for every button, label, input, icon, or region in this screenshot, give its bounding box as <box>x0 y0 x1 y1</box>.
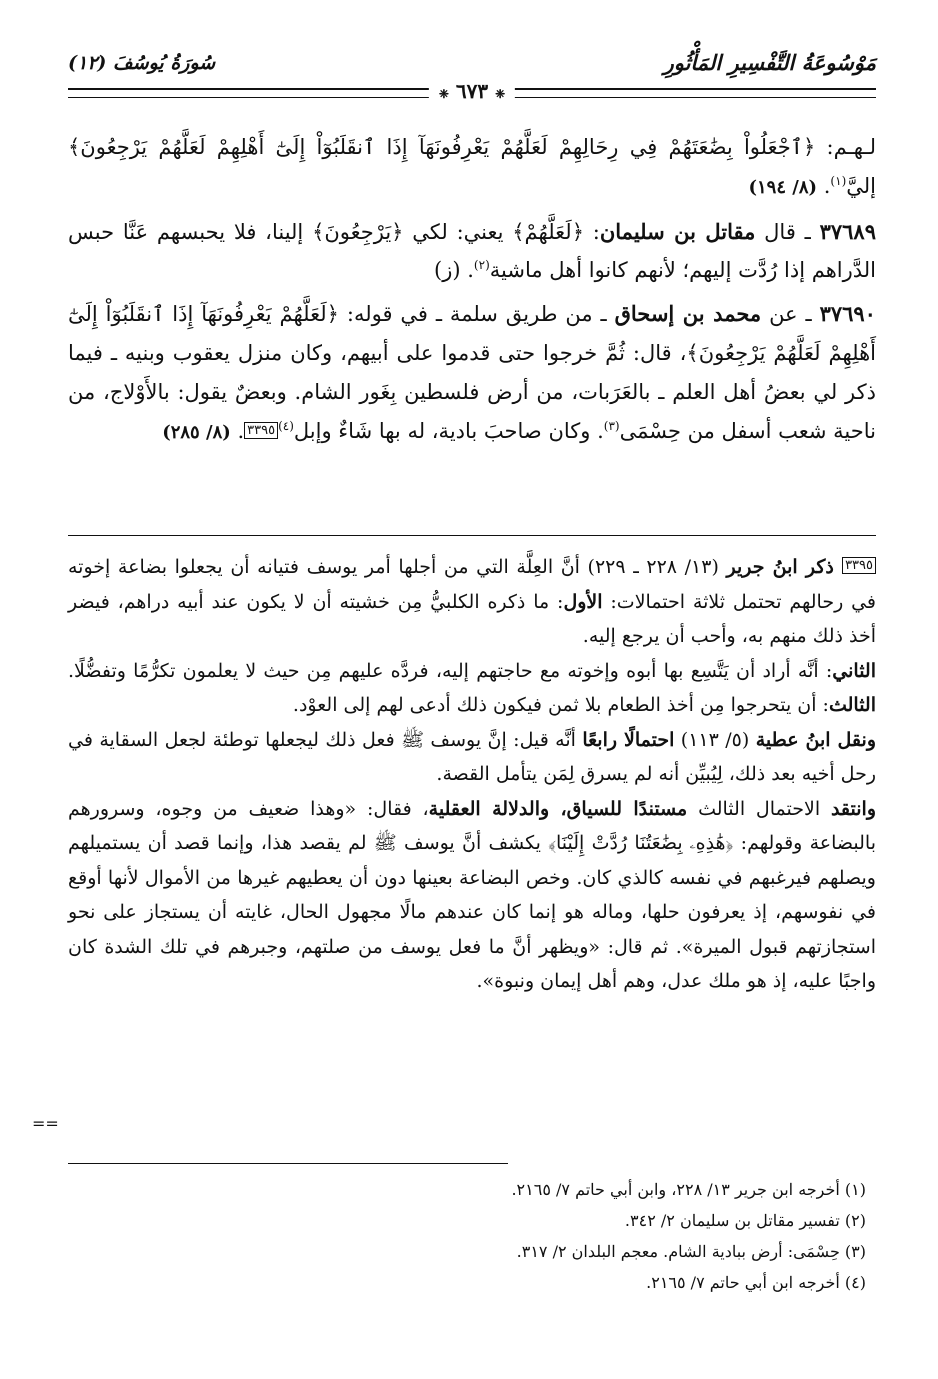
section-divider <box>68 535 876 536</box>
footnotes <box>68 1174 876 1298</box>
narration-paragraph: ٣٧٦٩٠ ـ عن محمد بن إسحاق ـ من طريق سلمة ـ في قوله: ﴿لَعَلَّهُمْ يَعْرِفُونَهَآ إِذَا ٱنقَلَبُوٓاْ إِلَىٰٓ أَهْلِهِمْ لَعَلَّهُمْ يَرْجِعُونَ﴾، قال: ثُمَّ خرجوا حتى قدموا على أبيهم، وكان منزل يعقوب وبنيه ـ فيما ذكر لي بعضُ أهل العلم ـ بالعَرَبات، من أرض فلسطين بِغَور الشام. وبعضٌ يقول: بالأَوْلاج، من ناحية شعب أسفل من حِسْمَى$^{(٣)}$. وكان صاحبَ بادية، له بها شَاءٌ وإبل$^{(٤)}$٣٣٩٥. (٨/ ٢٨٥) <box>68 301 876 443</box>
quran-verse: ﴿هَٰذِهِۦ بِضَٰعَتُنَا رُدَّتْ إِلَيْنَا﴾ <box>548 832 734 854</box>
footnote-marker: (٢) <box>473 258 490 273</box>
commentary-paragraph: ونقل ابنُ عطية (٥/ ١١٣) احتمالًا رابعًا أنَّه قيل: إنَّ يوسف ﷺ فعل ذلك ليجعلها توطئة لجعل السقاية في رحل أخيه بعد ذلك، لِيُبيِّن أنه لم يسرق لِمَن يتأمل القصة. <box>68 728 877 785</box>
main-text <box>68 128 876 457</box>
footnote-divider <box>68 1163 508 1164</box>
narration-number: ٣٧٦٩٠ <box>819 301 876 327</box>
volume-reference: (٨/ ١٩٤) <box>748 176 818 198</box>
footnote-marker: (٣) <box>603 418 620 433</box>
narration-paragraph: لـهـم: ﴿ٱجْعَلُواْ بِضَٰعَتَهُمْ فِي رِحَالِهِمْ لَعَلَّهُمْ يَعْرِفُونَهَآ إِذَا ٱنقَلَبُوٓاْ إِلَىٰٓ أَهْلِهِمْ لَعَلَّهُمْ يَرْجِعُونَ﴾ إليَّ$^{(١)}$. (٨/ ١٩٤) <box>68 135 876 198</box>
volume-reference: (٨/ ٢٨٥) <box>162 421 231 443</box>
commentary-block <box>68 550 876 999</box>
option-label: الثاني <box>832 659 876 682</box>
narrator-name: مقاتل بن سليمان <box>599 218 756 244</box>
footnote: (١) أخرجه ابن جرير ١٣/ ٢٢٨، وابن أبي حاتم ٧/ ٢١٦٥. <box>511 1180 866 1199</box>
footnote: (٢) تفسير مقاتل بن سليمان ٢/ ٣٤٢. <box>624 1211 866 1230</box>
commentary-ref-box: ٣٣٩٥ <box>244 422 278 439</box>
commentary-paragraph: وانتقد الاحتمال الثالث مستندًا للسياق، والدلالة العقلية، فقال: «وهذا ضعيف من وجوه، وسرورهم بالبضاعة وقولهم: ﴿هَٰذِهِۦ بِضَٰعَتُنَا رُدَّتْ إِلَيْنَا﴾ يكشف أنَّ يوسف ﷺ لم يقصد هذا، وإنما قصد أن يستميلهم ويصلهم فيرغبهم في نفسه كالذي كان. وخص البضاعة بعينها دون أن يعطيهم غيرها من الأموال لأنها أوقع في نفوسهم، إذ يعرفون حلها، وماله هو إنما كان عندهم مالًا مجهول الحال، غايته أن يستجاز على نحو استجازتهم قبول الميرة». ثم قال: «ويظهر أنَّ ما فعل يوسف من صلتهم، وجبرهم في تلك الشدة كان واجبًا عليه، إذ هو ملك عدل، وهم أهل إيمان ونبوة». <box>68 797 877 992</box>
footnote-marker: (١) <box>830 173 847 188</box>
quran-verse: ﴿يَرْجِعُونَ﴾ <box>312 219 404 244</box>
scholar-name: ذكر ابنُ جرير <box>726 556 843 578</box>
ornament-icon: ❈ <box>495 87 506 101</box>
basis-label: مستندًا للسياق، والدلالة العقلية <box>428 797 688 820</box>
critique-label: وانتقد <box>830 797 877 820</box>
narrator-name: محمد بن إسحاق <box>614 301 762 327</box>
commentary-paragraph: الثاني: أنَّه أراد أن يَتَّسِع بها أبوه وإخوته مع حاجتهم إليه، فردَّه عليهم مِن حيث لا يعلمون تكرُّمًا وتفضُّلًا. الثالث: أن يتحرجوا مِن أخذ الطعام بلا ثمن فيكون ذلك أدعى لهم إلى العوْد. <box>68 659 876 716</box>
footnote: (٣) حِسْمَى: أرض ببادية الشام. معجم البلدان ٢/ ٣١٧. <box>516 1242 866 1261</box>
surah-title: سُورَةُ يُوسُفَ (١٢) <box>68 52 216 74</box>
page-header <box>68 50 876 103</box>
book-page <box>32 50 877 1340</box>
page-number-text: ٦٧٣ <box>455 79 489 103</box>
quran-verse: ﴿ٱجْعَلُواْ بِضَٰعَتَهُمْ فِي رِحَالِهِمْ لَعَلَّهُمْ يَعْرِفُونَهَآ إِذَا ٱنقَلَبُوٓاْ إِلَىٰٓ أَهْلِهِمْ لَعَلَّهُمْ يَرْجِعُونَ﴾ <box>68 135 816 159</box>
quran-verse: ﴿لَعَلَّهُمْ﴾ <box>512 219 584 244</box>
margin-mark: == <box>32 1114 59 1133</box>
scholar-name: ابنُ عطية <box>755 728 831 751</box>
ornament-icon: ❈ <box>438 87 449 101</box>
commentary-paragraph: $^{٣٣٩٥}$ ذكر ابنُ جرير (١٣/ ٢٢٨ ـ ٢٢٩) أنَّ العِلَّة التي من أجلها أمر يوسف فتيانه أن يجعلوا بضاعة إخوته في رحالهم تحتمل ثلاثة احتمالات: الأول: ما ذكره الكلبيُّ مِن خشيته أن لا يكون عند أبيه دراهم، فيضر أخذ ذلك منهم به، وأحب أن يرجع إليه. <box>68 556 876 647</box>
option-label: الثالث <box>828 694 876 716</box>
narration-number: ٣٧٦٨٩ <box>819 218 876 244</box>
book-title: مَوْسُوعَةُ التَّفْسِيرِ المَأْثُورِ <box>663 50 876 75</box>
option-label: الأول <box>563 590 603 613</box>
footnote-marker: (٤) <box>278 418 294 433</box>
quran-verse: ﴿لَعَلَّهُمْ يَعْرِفُونَهَآ إِذَا ٱنقَلَبُوٓاْ إِلَىٰٓ أَهْلِهِمْ لَعَلَّهُمْ يَرْجِعُونَ﴾ <box>68 302 876 365</box>
option-label: احتمالًا رابعًا <box>582 728 675 751</box>
page-number <box>429 79 515 103</box>
footnote: (٤) أخرجه ابن أبي حاتم ٧/ ٢١٦٥. <box>646 1273 866 1292</box>
commentary-ref-box: ٣٣٩٥ <box>842 557 876 574</box>
narration-paragraph: ٣٧٦٨٩ ـ قال مقاتل بن سليمان: ﴿لَعَلَّهُمْ﴾ يعني: لكي ﴿يَرْجِعُونَ﴾ إلينا، فلا يحبسهم عَنَّا حبس الدَّراهم إذا رُدَّت إليهم؛ لأنهم كانوا أهل ماشية$^{(٢)}$. (ز) <box>68 218 876 283</box>
